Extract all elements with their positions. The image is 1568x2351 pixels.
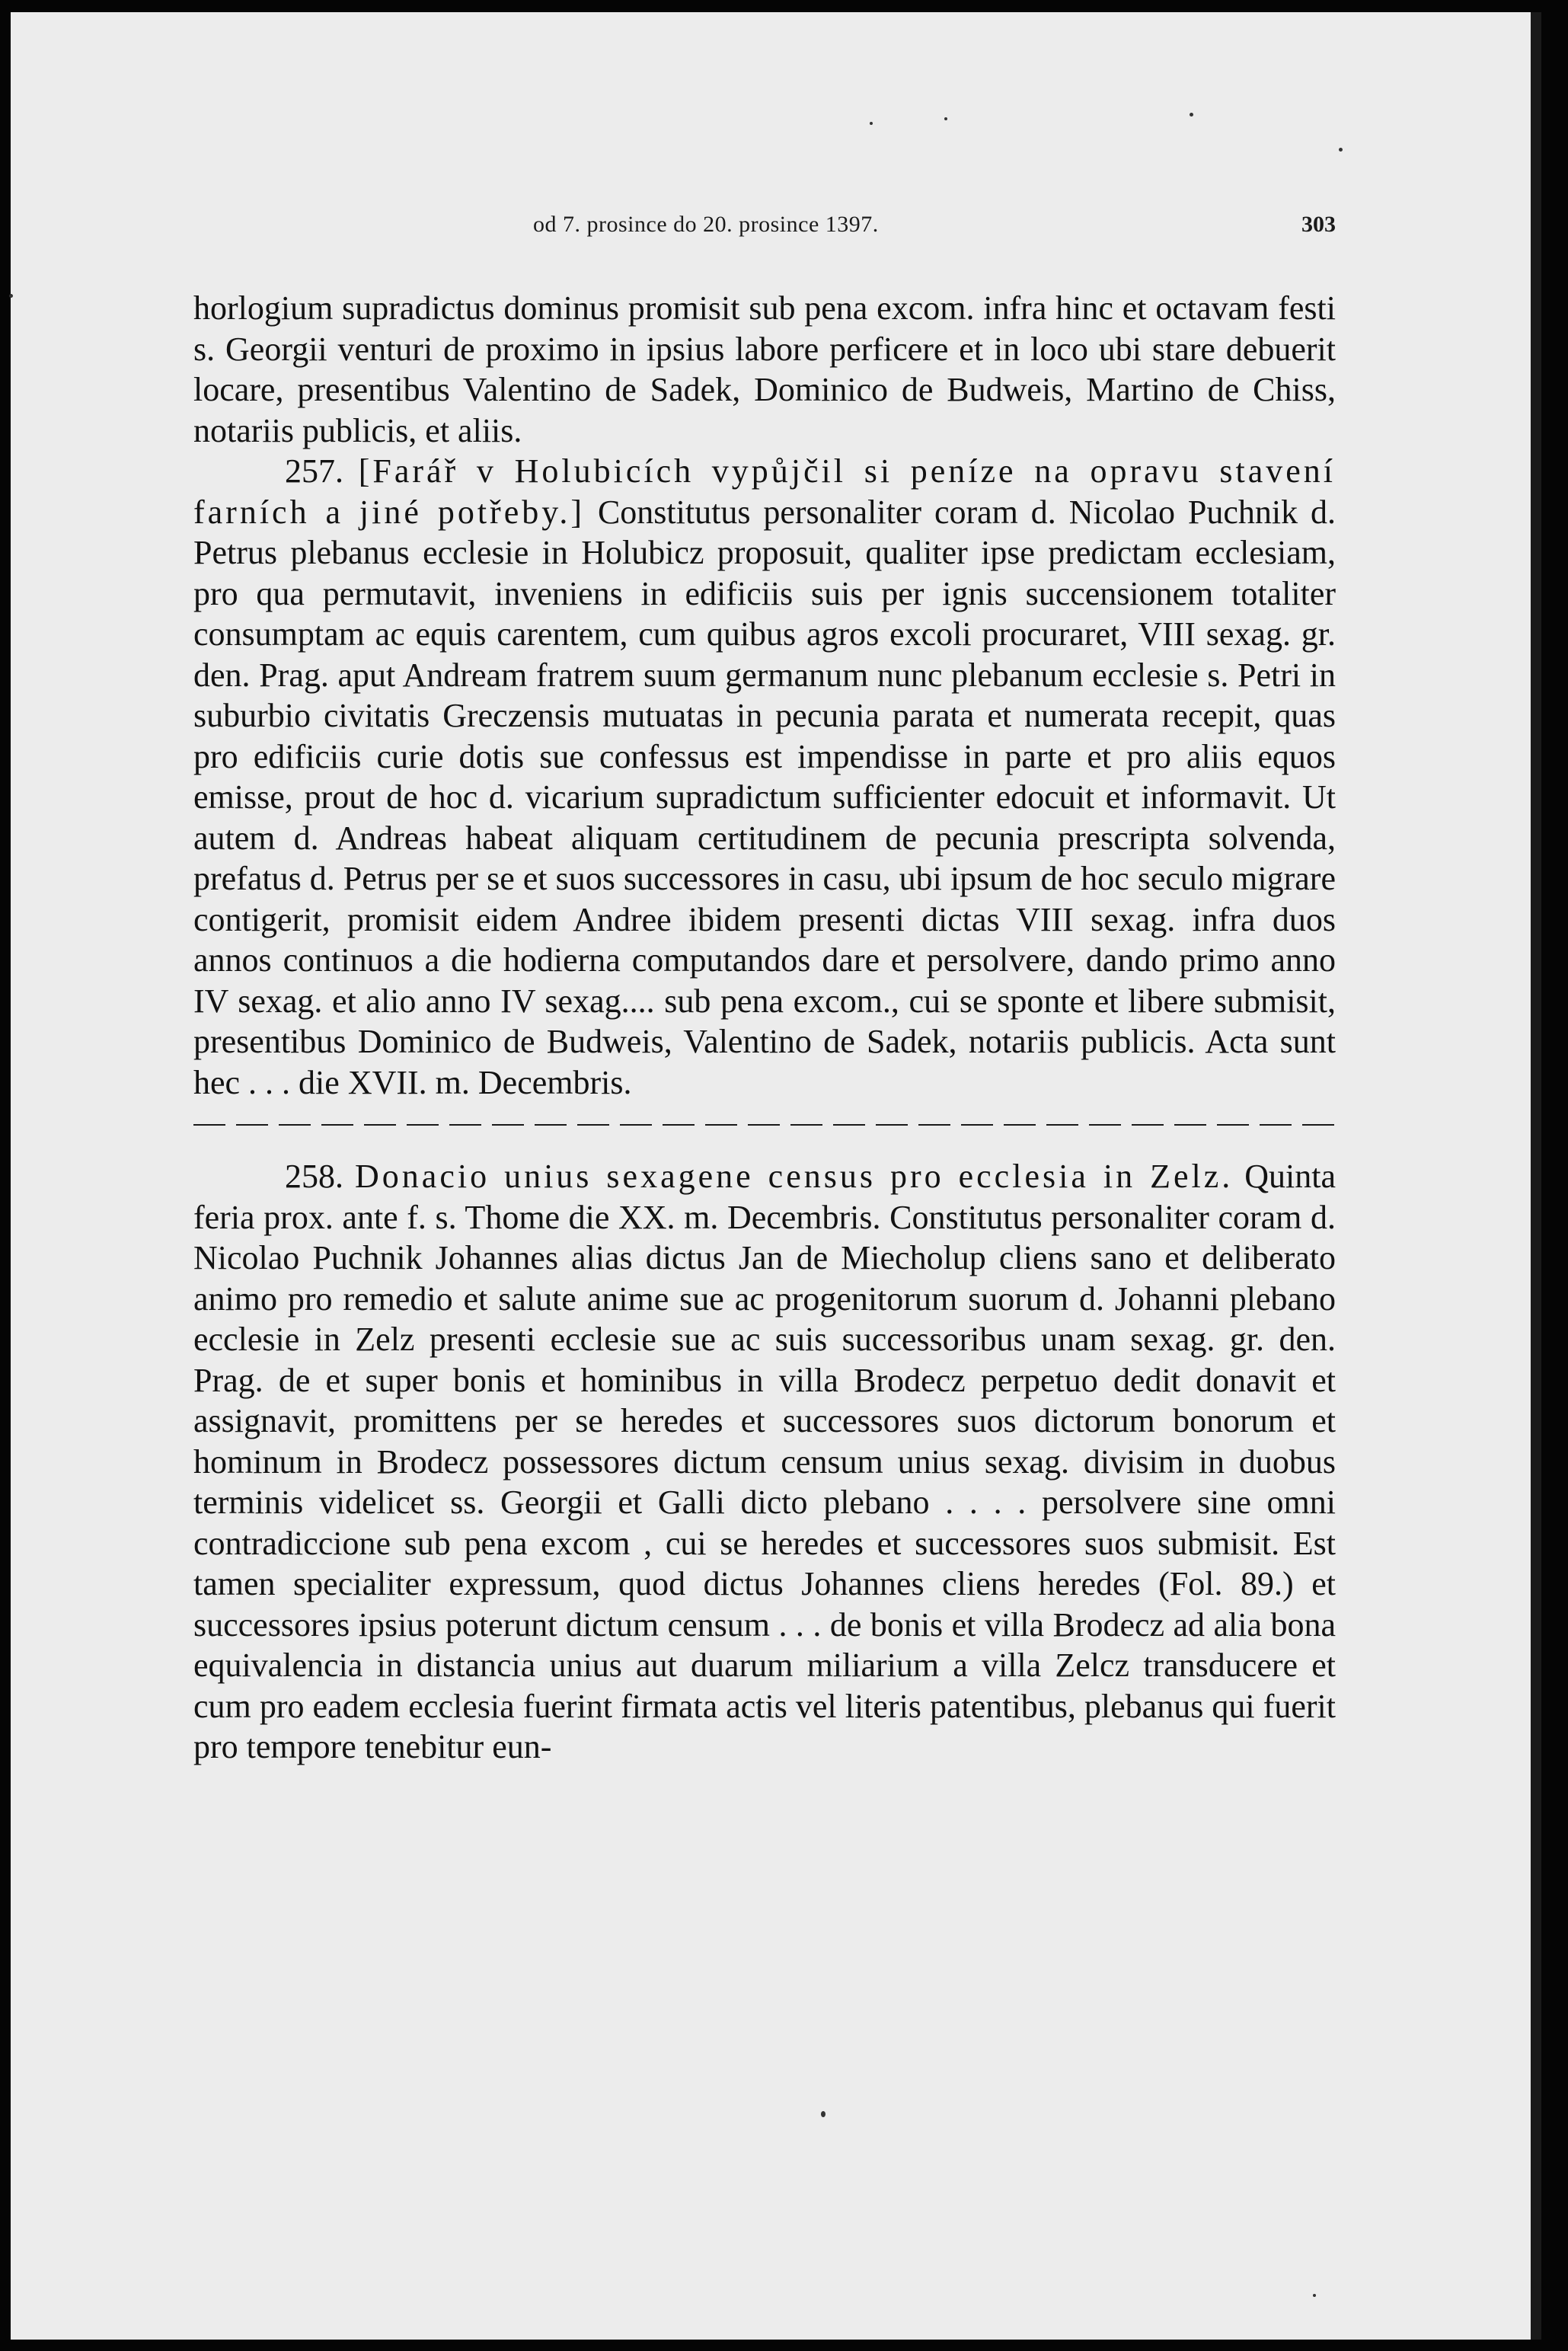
scan-speck xyxy=(1339,148,1343,152)
entry-257-text: Constitutus personaliter coram d. Nicolao Puchnik d. Petrus plebanus ecclesie in Holubicz proposuit, qualiter ipse predictam ecclesiam, pro qua permutavit, inveniens in edificiis suis per ignis succensionem totaliter consumptam ac equis carentem, cum quibus agros excoli procuraret, VIII sexag. gr. den. Prag. aput Andream fratrem suum germanum nunc plebanum ecclesie s. Petri in suburbio civitatis Greczensis mutuatas in pecunia parata et numerata recepit, quas pro edificiis curie dotis sue confessus est impendisse in parte et pro aliis equos emisse, prout de hoc d. vicarium supradictum sufficienter edocuit et informavit. Ut autem d. Andreas habeat aliquam certitudinem de pecunia prescripta solvenda, prefatus d. Petrus per se et suos successores in casu, ubi ipsum de hoc seculo migrare contigerit, promisit eidem Andree ibidem presenti dictas VIII sexag. infra duos annos continuos a die hodierna computandos dare et persolvere, dando primo anno IV sexag. et alio anno IV sexag.... sub pena excom., cui se sponte et libere submisit, presentibus Dominico de Budweis, Valentino de Sadek, notariis publicis. Acta sunt hec . . . die XVII. m. Decembris. xyxy=(193,493,1336,1101)
running-header xyxy=(193,212,1336,245)
entry-256-tail: horlogium supradictus dominus promisit sub pena excom. infra hinc et octavam festi s. Georgii venturi de proximo in ipsius labore perficere et in loco ubi stare debuerit locare, presentibus Valentino de Sadek, Dominico de Budweis, Martino de Chiss, notariis publicis, et aliis. xyxy=(193,289,1336,449)
scan-speck xyxy=(1190,113,1193,117)
entry-258 xyxy=(193,1156,1336,1768)
entry-257-heading: [Farář v Holubicích vypůjčil si peníze na opravu stavení farních a jiné potřeby.] xyxy=(193,452,1336,531)
scan-speck xyxy=(821,2111,826,2117)
section-divider xyxy=(193,1124,1336,1126)
page-number: 303 xyxy=(1301,212,1336,237)
scan-speck xyxy=(1313,2294,1316,2297)
book-page xyxy=(11,12,1541,2340)
entry-257 xyxy=(193,451,1336,1103)
scan-speck xyxy=(944,117,947,120)
entry-258-text: Quinta feria prox. ante f. s. Thome die XX. m. Decembris. Constitutus personaliter coram d. Nicolao Puchnik Johannes alias dictus Jan de Miecholup cliens sano et deliberato animo pro remedio et salute anime sue ac progenitorum suorum d. Johanni plebano ecclesie in Zelz presenti ecclesie sue ac suis successoribus unam sexag. gr. den. Prag. de et super bonis et hominibus in villa Brodecz perpetuo dedit donavit et assignavit, promittens per se heredes et successores suos dictorum bonorum et hominum in Brodecz possessores dictum censum unius sexag. divisim in duobus terminis videlicet ss. Georgii et Galli dicto plebano . . . . persolvere sine omni contradiccione sub pena excom , cui se heredes et successores suos submisit. Est tamen specialiter expressum, quod dictus Johannes cliens heredes (Fol. 89.) et successores ipsius poterunt dictum censum . . . de bonis et villa Brodecz ad alia bona equivalencia in distancia unius aut duarum miliarium a villa Zelcz transducere et cum pro eadem ecclesia fuerint firmata actis vel literis patentibus, plebanus qui fuerit pro tempore tenebitur eun- xyxy=(193,1158,1336,1765)
scan-speck xyxy=(9,294,13,298)
entry-257-number: 257. xyxy=(285,452,343,490)
entry-258-heading: Donacio unius sexagene census pro ecclesia in Zelz. xyxy=(355,1158,1234,1195)
header-title: od 7. prosince do 20. prosince 1397. xyxy=(533,212,879,237)
scan-speck xyxy=(870,122,873,125)
entry-258-number: 258. xyxy=(285,1158,343,1195)
page-body xyxy=(193,288,1336,1768)
